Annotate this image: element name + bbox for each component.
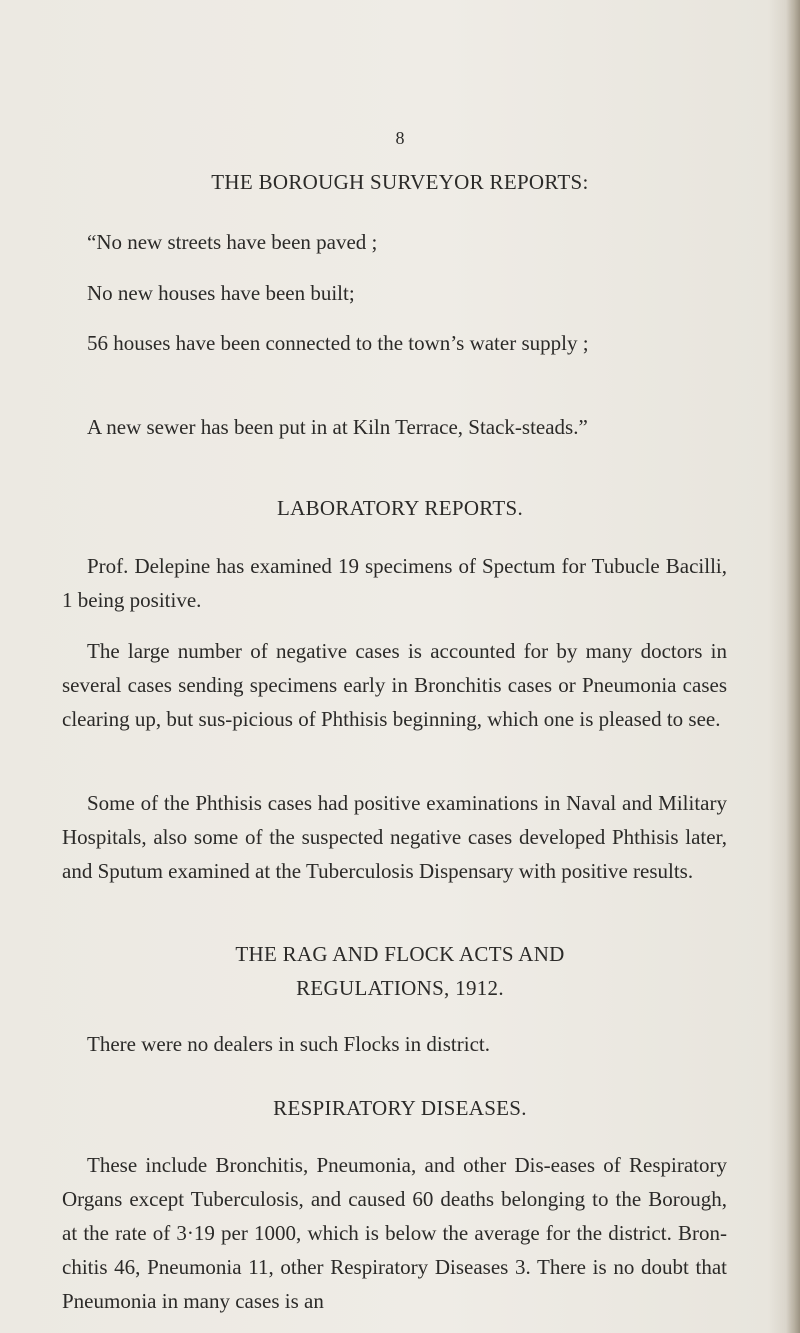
laboratory-para-phthisis: Some of the Phthisis cases had positive examinations in Naval and Military Hospitals, also some of the suspected negative cases developed Phthisis later, and Sputum examined at the Tuberculosis Dispensary with positive results.	[62, 791, 727, 883]
surveyor-line-houses-text: No new houses have been built;	[87, 281, 355, 305]
section-heading-laboratory: LABORATORY REPORTS.	[277, 496, 523, 520]
section-heading-surveyor: THE BOROUGH SURVEYOR REPORTS:	[211, 170, 589, 194]
surveyor-line-water: 56 houses have been connected to the town’s water supply ;	[87, 331, 589, 355]
surveyor-line-streets	[62, 225, 727, 259]
respiratory-para: These include Bronchitis, Pneumonia, and other Dis-eases of Respiratory Organs except Tuberculosis, and caused 60 deaths belonging to the Borough, at the rate of 3·19 per 1000, which is below the average for the district. Bron-chitis 46, Pneumonia 11, other Respiratory Diseases 3. There is no doubt that Pneumonia in many cases is an	[62, 1153, 727, 1313]
surveyor-line-streets-text: “No new streets have been paved ;	[87, 230, 378, 254]
laboratory-para-negative-cases: The large number of negative cases is accounted for by many doctors in several cases sending specimens early in Bronchitis cases or Pneumonia cases clearing up, but sus-picious of Phthisis beginning, which one is pleased to see.	[62, 639, 727, 731]
section-heading-rag-flock-1: THE RAG AND FLOCK ACTS AND	[235, 942, 565, 966]
page-number: 8	[395, 128, 405, 148]
surveyor-line-houses	[62, 276, 727, 310]
laboratory-para-specimens: Prof. Delepine has examined 19 specimens of Spectum for Tubucle Bacilli, 1 being positive.	[62, 554, 727, 612]
surveyor-line-sewer: A new sewer has been put in at Kiln Terrace, Stack-steads.”	[87, 415, 588, 439]
section-heading-respiratory: RESPIRATORY DISEASES.	[273, 1096, 527, 1120]
rag-flock-para: There were no dealers in such Flocks in district.	[87, 1032, 490, 1056]
section-heading-rag-flock-2: REGULATIONS, 1912.	[296, 976, 504, 1000]
